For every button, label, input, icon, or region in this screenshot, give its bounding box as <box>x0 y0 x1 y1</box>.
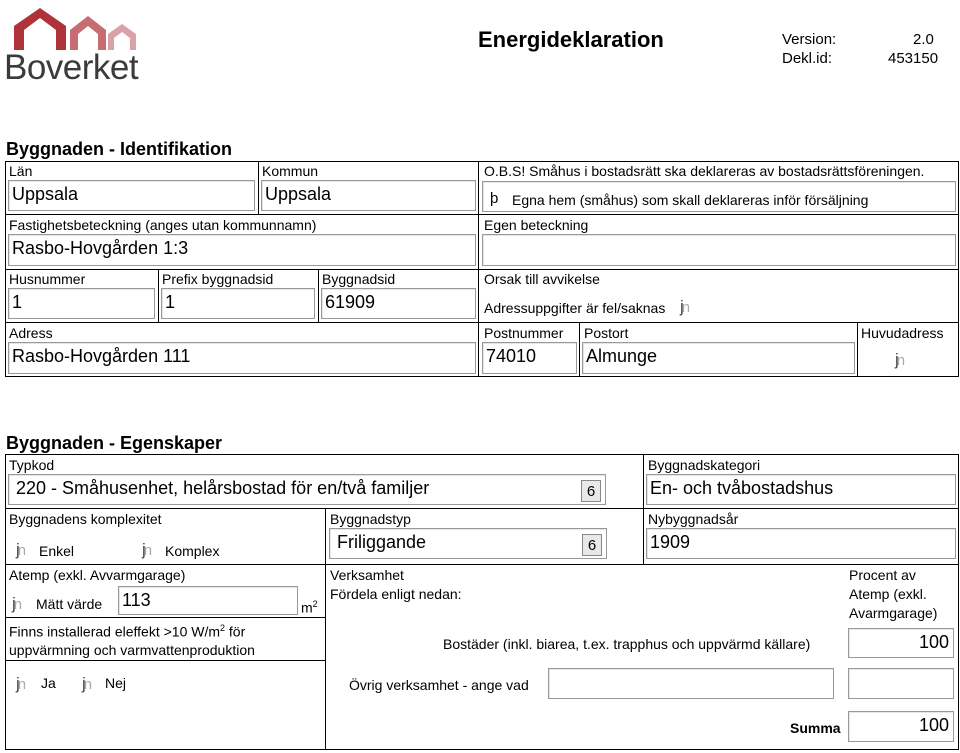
version-value: 2.0 <box>913 31 934 48</box>
kommun-label: Kommun <box>262 163 319 179</box>
ja-radio[interactable] <box>16 674 24 694</box>
boverket-roof-icon <box>4 4 156 50</box>
bostader-label: Bostäder (inkl. biarea, t.ex. trapphus och uppvärmd källare) <box>443 636 811 652</box>
ovrig-percent-field[interactable] <box>848 668 954 699</box>
byggnadsid-value: 61909 <box>325 292 376 312</box>
postnummer-label: Postnummer <box>484 325 564 341</box>
radio-glyph: j <box>895 350 897 369</box>
huvudadress-label: Huvudadress <box>861 325 944 341</box>
logo-wordmark: Boverket <box>4 48 139 87</box>
typkod-dropdown-icon[interactable]: 6 <box>581 480 601 502</box>
lan-label: Län <box>9 163 33 179</box>
eleffekt-text-tail: för <box>225 623 246 640</box>
lan-value: Uppsala <box>12 184 79 204</box>
radio-glyph: j <box>82 674 84 693</box>
egna-hem-label: Egna hem (småhus) som skall deklareras inför försäljning <box>512 192 869 208</box>
radio-glyph-ring: n <box>17 542 25 559</box>
atemp-label: Atemp (exkl. Avvarmgarage) <box>9 567 186 583</box>
ovrig-verksamhet-field[interactable] <box>548 668 834 699</box>
husnummer-value: 1 <box>12 292 23 312</box>
matt-varde-radio[interactable] <box>12 594 20 614</box>
eleffekt-sup: 2 <box>220 623 226 633</box>
byggnadsid-label: Byggnadsid <box>322 271 396 287</box>
egen-beteckning-field[interactable] <box>482 234 956 266</box>
radio-glyph-ring: n <box>896 352 904 369</box>
postnummer-value: 74010 <box>486 346 537 366</box>
adress-label: Adress <box>9 325 53 341</box>
nej-radio[interactable] <box>82 674 90 694</box>
radio-glyph-ring: n <box>681 299 689 316</box>
prefix-value: 1 <box>165 292 176 312</box>
postort-value: Almunge <box>586 346 658 366</box>
page-title: Energideklaration <box>478 27 664 52</box>
byggnadstyp-dropdown-icon[interactable]: 6 <box>582 534 602 556</box>
unit-m: m <box>301 599 313 616</box>
unit-m2 <box>301 599 318 616</box>
procent-label-2: Atemp (exkl. <box>849 586 927 602</box>
radio-glyph: j <box>680 297 682 316</box>
matt-varde-label: Mätt värde <box>36 596 103 612</box>
matt-varde-value: 113 <box>122 590 151 610</box>
radio-glyph: j <box>142 540 144 559</box>
eleffekt-label-line1 <box>9 623 245 640</box>
radio-glyph-ring: n <box>13 596 21 613</box>
adressuppgifter-label: Adressuppgifter är fel/saknas <box>484 300 666 316</box>
ja-label: Ja <box>41 675 56 691</box>
typkod-label: Typkod <box>9 457 55 473</box>
fastighet-label: Fastighetsbeteckning (anges utan kommunnamn) <box>9 217 317 233</box>
eleffekt-label-line2: uppvärmning och varmvattenproduktion <box>9 642 255 658</box>
radio-glyph-ring: n <box>143 542 151 559</box>
deklid-label: Dekl.id: <box>782 50 833 67</box>
fordela-label: Fördela enligt nedan: <box>330 586 462 602</box>
bostader-percent-value: 100 <box>919 632 950 652</box>
verksamhet-label: Verksamhet <box>330 567 404 583</box>
adress-value: Rasbo-Hovgården 111 <box>12 346 191 366</box>
husnummer-label: Husnummer <box>9 271 86 287</box>
nybyggnadsar-label: Nybyggnadsår <box>648 511 739 527</box>
postort-label: Postort <box>584 325 629 341</box>
byggnadstyp-label: Byggnadstyp <box>330 511 411 527</box>
huvudadress-radio[interactable] <box>895 350 903 370</box>
byggnadstyp-value: Friliggande <box>337 532 427 552</box>
enkel-radio[interactable] <box>16 540 24 560</box>
radio-glyph: j <box>12 594 14 613</box>
version-label: Version: <box>782 31 837 48</box>
summa-label: Summa <box>790 720 841 736</box>
section-title-egenskaper: Byggnaden - Egenskaper <box>6 433 223 453</box>
komplex-radio[interactable] <box>142 540 150 560</box>
deklid-value: 453150 <box>888 50 939 67</box>
procent-label-1: Procent av <box>849 567 916 583</box>
kommun-value: Uppsala <box>265 184 332 204</box>
komplexitet-label: Byggnadens komplexitet <box>9 511 162 527</box>
obs-note: O.B.S! Småhus i bostadsrätt ska deklareras av bostadsrättsföreningen. <box>484 163 925 179</box>
enkel-label: Enkel <box>39 543 75 559</box>
summa-value: 100 <box>919 715 950 735</box>
radio-glyph-ring: n <box>17 676 25 693</box>
ovrig-verksamhet-label: Övrig verksamhet - ange vad <box>349 677 529 693</box>
nybyggnadsar-field[interactable] <box>646 528 956 559</box>
radio-glyph: j <box>16 540 18 559</box>
husnummer-field[interactable] <box>8 288 155 319</box>
prefix-field[interactable] <box>161 288 315 319</box>
egen-beteckning-label: Egen beteckning <box>484 217 589 233</box>
adressuppgifter-radio[interactable] <box>680 297 688 317</box>
egna-hem-checkbox[interactable]: þ <box>490 190 499 207</box>
nej-label: Nej <box>105 675 127 691</box>
nybyggnadsar-value: 1909 <box>650 532 691 552</box>
prefix-label: Prefix byggnadsid <box>162 271 274 287</box>
radio-glyph-ring: n <box>83 676 91 693</box>
kategori-value: En- och tvåbostadshus <box>650 478 834 498</box>
typkod-value: 220 - Småhusenhet, helårsbostad för en/två familjer <box>16 478 430 498</box>
kategori-label: Byggnadskategori <box>648 457 761 473</box>
unit-sup: 2 <box>312 599 318 609</box>
orsak-label: Orsak till avvikelse <box>484 271 600 287</box>
procent-label-3: Avarmgarage) <box>849 605 938 621</box>
radio-glyph: j <box>16 674 18 693</box>
section-title-identifikation: Byggnaden - Identifikation <box>6 139 233 159</box>
boverket-logo <box>4 4 156 87</box>
fastighet-value: Rasbo-Hovgården 1:3 <box>12 238 189 258</box>
komplex-label: Komplex <box>165 543 220 559</box>
eleffekt-text: Finns installerad eleffekt >10 W/m <box>9 623 221 640</box>
